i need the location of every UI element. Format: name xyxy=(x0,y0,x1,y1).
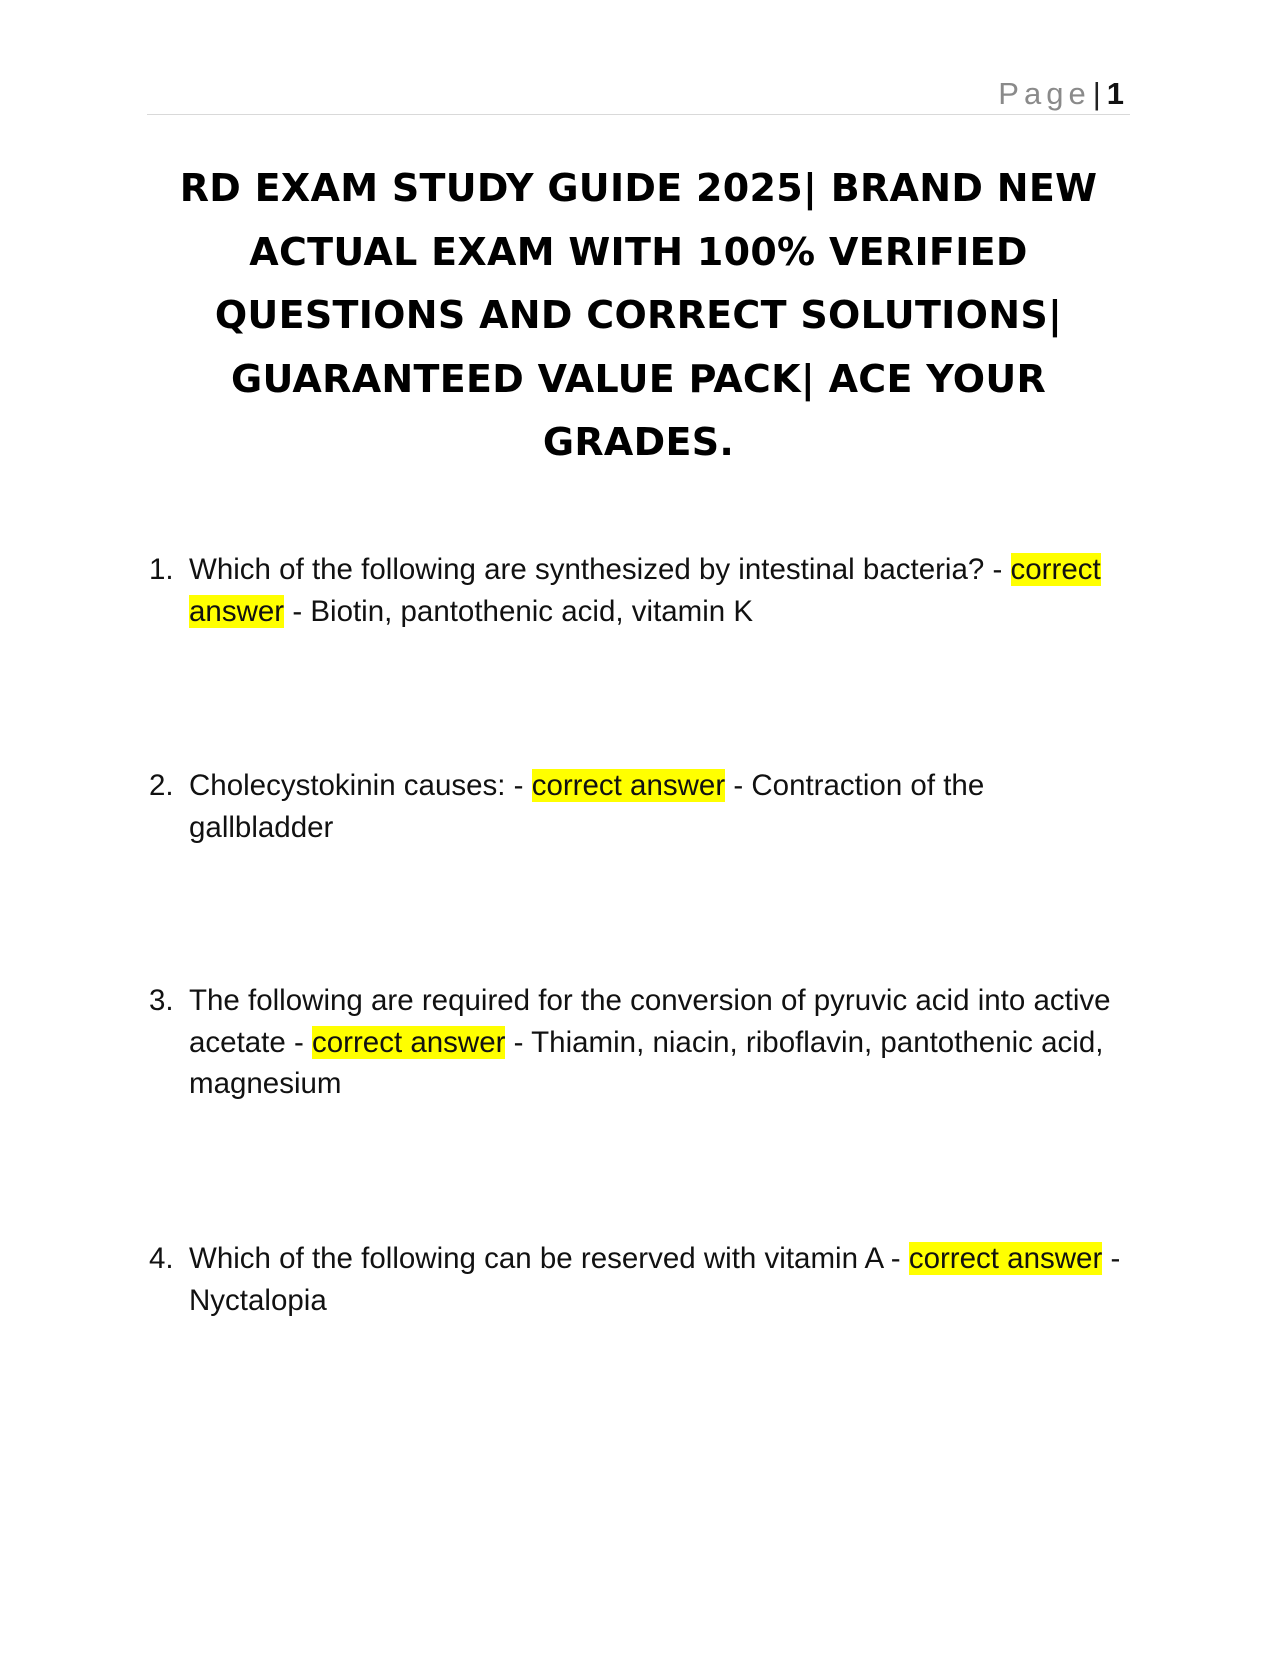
question-number: 2. xyxy=(149,769,174,802)
answer-text: - Contraction of the gallbladder xyxy=(189,769,985,844)
question-item xyxy=(147,765,1127,848)
question-content xyxy=(189,765,1127,848)
question-number: 4. xyxy=(149,1242,174,1275)
page-word: Page xyxy=(998,76,1091,111)
page-header xyxy=(147,72,1130,115)
correct-answer-marker: correct answer xyxy=(312,1025,506,1059)
question-content xyxy=(189,549,1127,632)
question-item xyxy=(147,1238,1127,1321)
answer-text: - Biotin, pantothenic acid, vitamin K xyxy=(292,594,754,628)
question-number: 3. xyxy=(149,984,174,1017)
question-text: Cholecystokinin causes: - xyxy=(189,769,524,802)
page-number: 1 xyxy=(1106,76,1124,111)
page-number-label xyxy=(998,76,1124,112)
question-number: 1. xyxy=(149,553,174,586)
question-item xyxy=(147,549,1127,632)
correct-answer-marker: correct answer xyxy=(531,769,726,802)
question-content xyxy=(189,980,1127,1105)
question-content xyxy=(189,1238,1127,1321)
question-text: Which of the following can be reserved with vitamin A - xyxy=(189,1242,901,1275)
question-item xyxy=(147,980,1127,1105)
document-title: RD EXAM STUDY GUIDE 2025| BRAND NEW ACTUAL EXAM WITH 100% VERIFIED QUESTIONS AND CORRECT SOLUTIONS| GUARANTEED VALUE PACK| ACE YOUR GRADES. xyxy=(179,166,1098,464)
question-text: The following are required for the conversion of pyruvic acid into active acetate - xyxy=(189,984,1111,1059)
answer-text: - Thiamin, niacin, riboflavin, pantothenic acid, magnesium xyxy=(189,1025,1104,1100)
question-text: Which of the following are synthesized by intestinal bacteria? - xyxy=(189,553,1003,586)
correct-answer-marker: correct answer xyxy=(908,1242,1103,1275)
page-separator: | xyxy=(1092,76,1101,111)
answer-text: - Nyctalopia xyxy=(189,1242,1121,1317)
correct-answer-marker: correct answer xyxy=(189,553,1101,628)
